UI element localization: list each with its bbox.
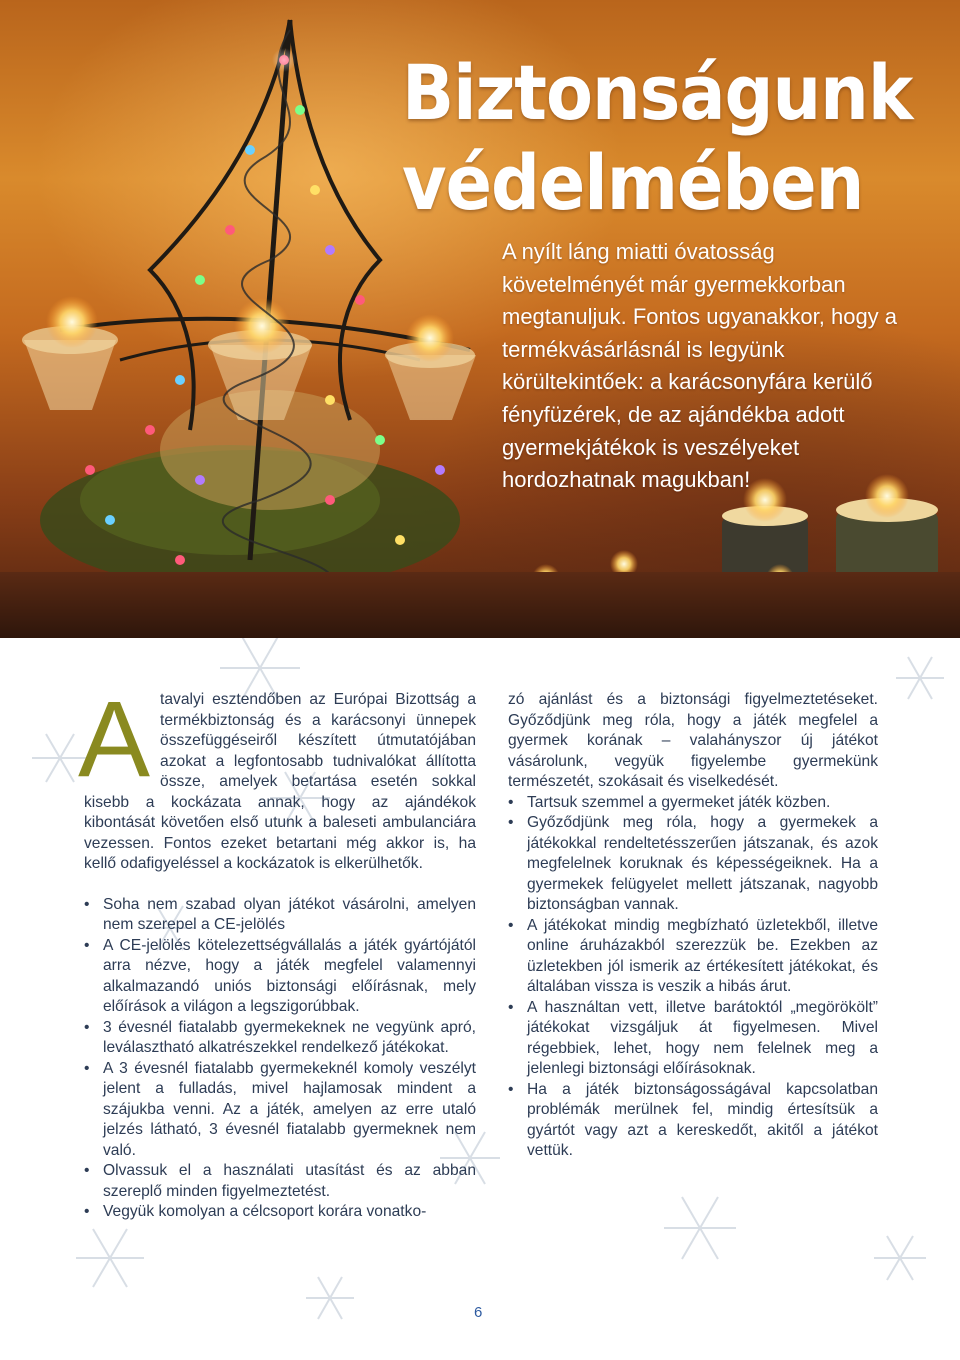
page-number: 6 bbox=[474, 1304, 483, 1321]
list-item: • Ha a játék biztonságosságával kapcsolatban problémák merülnek fel, mindig értesítsük a gyártót vagy azt a kereskedőt, akitől a játékot vettük. bbox=[508, 1080, 878, 1162]
left-column bbox=[78, 678, 476, 1223]
right-bullet-list bbox=[508, 793, 878, 1162]
drop-cap: A bbox=[78, 678, 151, 799]
left-bullet-list bbox=[84, 895, 476, 1223]
list-item: • Tartsuk szemmel a gyermeket játék közben. bbox=[508, 793, 878, 814]
list-item: • Olvassuk el a használati utasítást és az abban szereplő minden figyelmeztetést. bbox=[84, 1161, 476, 1202]
list-item: • Vegyük komolyan a célcsoport korára vonatko- bbox=[84, 1202, 476, 1223]
intro-text: tavalyi esztendőben az Európai Bizottság a termékbiztonság és a karácsonyi ünnepek összefüggéseiről készített útmutatójában azokat a legfontosabb tudnivalókat állította össze, amelyek betartása esetén sokkal kisebb a kockázata annak, hogy az ajándékok kibontását követően első utunk a baleseti ambulanciára vezessen. Fontos ezeket betartani még akkor is, ha kellő odafigyeléssel a kockázatok is elkerülhetők. bbox=[84, 691, 476, 872]
list-item: • Soha nem szabad olyan játékot vásárolni, amelyen nem szerepel a CE-jelölés bbox=[84, 895, 476, 936]
title-line-1: Biztonságunk bbox=[402, 48, 913, 137]
hero-photo bbox=[0, 0, 960, 638]
list-item: • A használtan vett, illetve barátoktól „megörökölt” játékokat vizsgáljuk át figyelmesen. Mivel régebbiek, lehet, hogy nem felelnek meg a jelenlegi biztonsági előírásoknak. bbox=[508, 998, 878, 1080]
right-column bbox=[508, 690, 878, 1162]
list-item: • 3 évesnél fiatalabb gyermekeknek ne vegyünk apró, leválasztható alkatrészekkel rendelkező játékokat. bbox=[84, 1018, 476, 1059]
list-item: • Győződjünk meg róla, hogy a gyermekek a játékokkal rendeltetésszerűen játszanak, és azok megfelelnek koruknak és képességeiknek. Ha a gyermekek felügyelet mellett játszanak, nagyobb biztonságban vannak. bbox=[508, 813, 878, 916]
title-line-2: védelmében bbox=[402, 138, 864, 227]
continuation-paragraph: zó ajánlást és a biztonsági figyelmeztetéseket. Győződjünk meg róla, hogy a játék megfelel a gyermek korának – valahányszor új játékot vásárolunk, vegyük figyelembe gyermekünk természetét, szokásait és viselkedését. bbox=[508, 691, 878, 790]
list-item: • A 3 évesnél fiatalabb gyermekeknél komoly veszélyt jelent a fulladás, mivel hajlamosak mindent a szájukba venni. Az a játék, amelyen az erre utaló jelzés látható, 3 évesnél fiatalabb gyermeknek nem való. bbox=[84, 1059, 476, 1162]
list-item: • A játékokat mindig megbízható üzletekből, illetve online áruházakból szerezzük be. Ezekben az üzletekben jól ismerik az értékesített játékokat, és általában vissza is veszik a hibás árut. bbox=[508, 916, 878, 998]
list-item: • A CE-jelölés kötelezettségvállalás a játék gyártójától arra nézve, hogy a játék megfelel valamennyi alkalmazandó uniós biztonsági előírásnak, mely előírások a világon a legszigorúbbak. bbox=[84, 936, 476, 1018]
page-title bbox=[402, 48, 912, 228]
intro-paragraph bbox=[78, 678, 476, 875]
table-surface bbox=[0, 572, 960, 638]
lead-paragraph: A nyílt láng miatti óvatosság követelményét már gyermekkorban megtanuljuk. Fontos ugyanakkor, hogy a termékvásárlásnál is legyünk körültekintőek: a karácsonyfára kerülő fényfüzérek, de az ajándékba adott gyermekjátékok is veszélyeket hordozhatnak magukban! bbox=[502, 239, 898, 493]
